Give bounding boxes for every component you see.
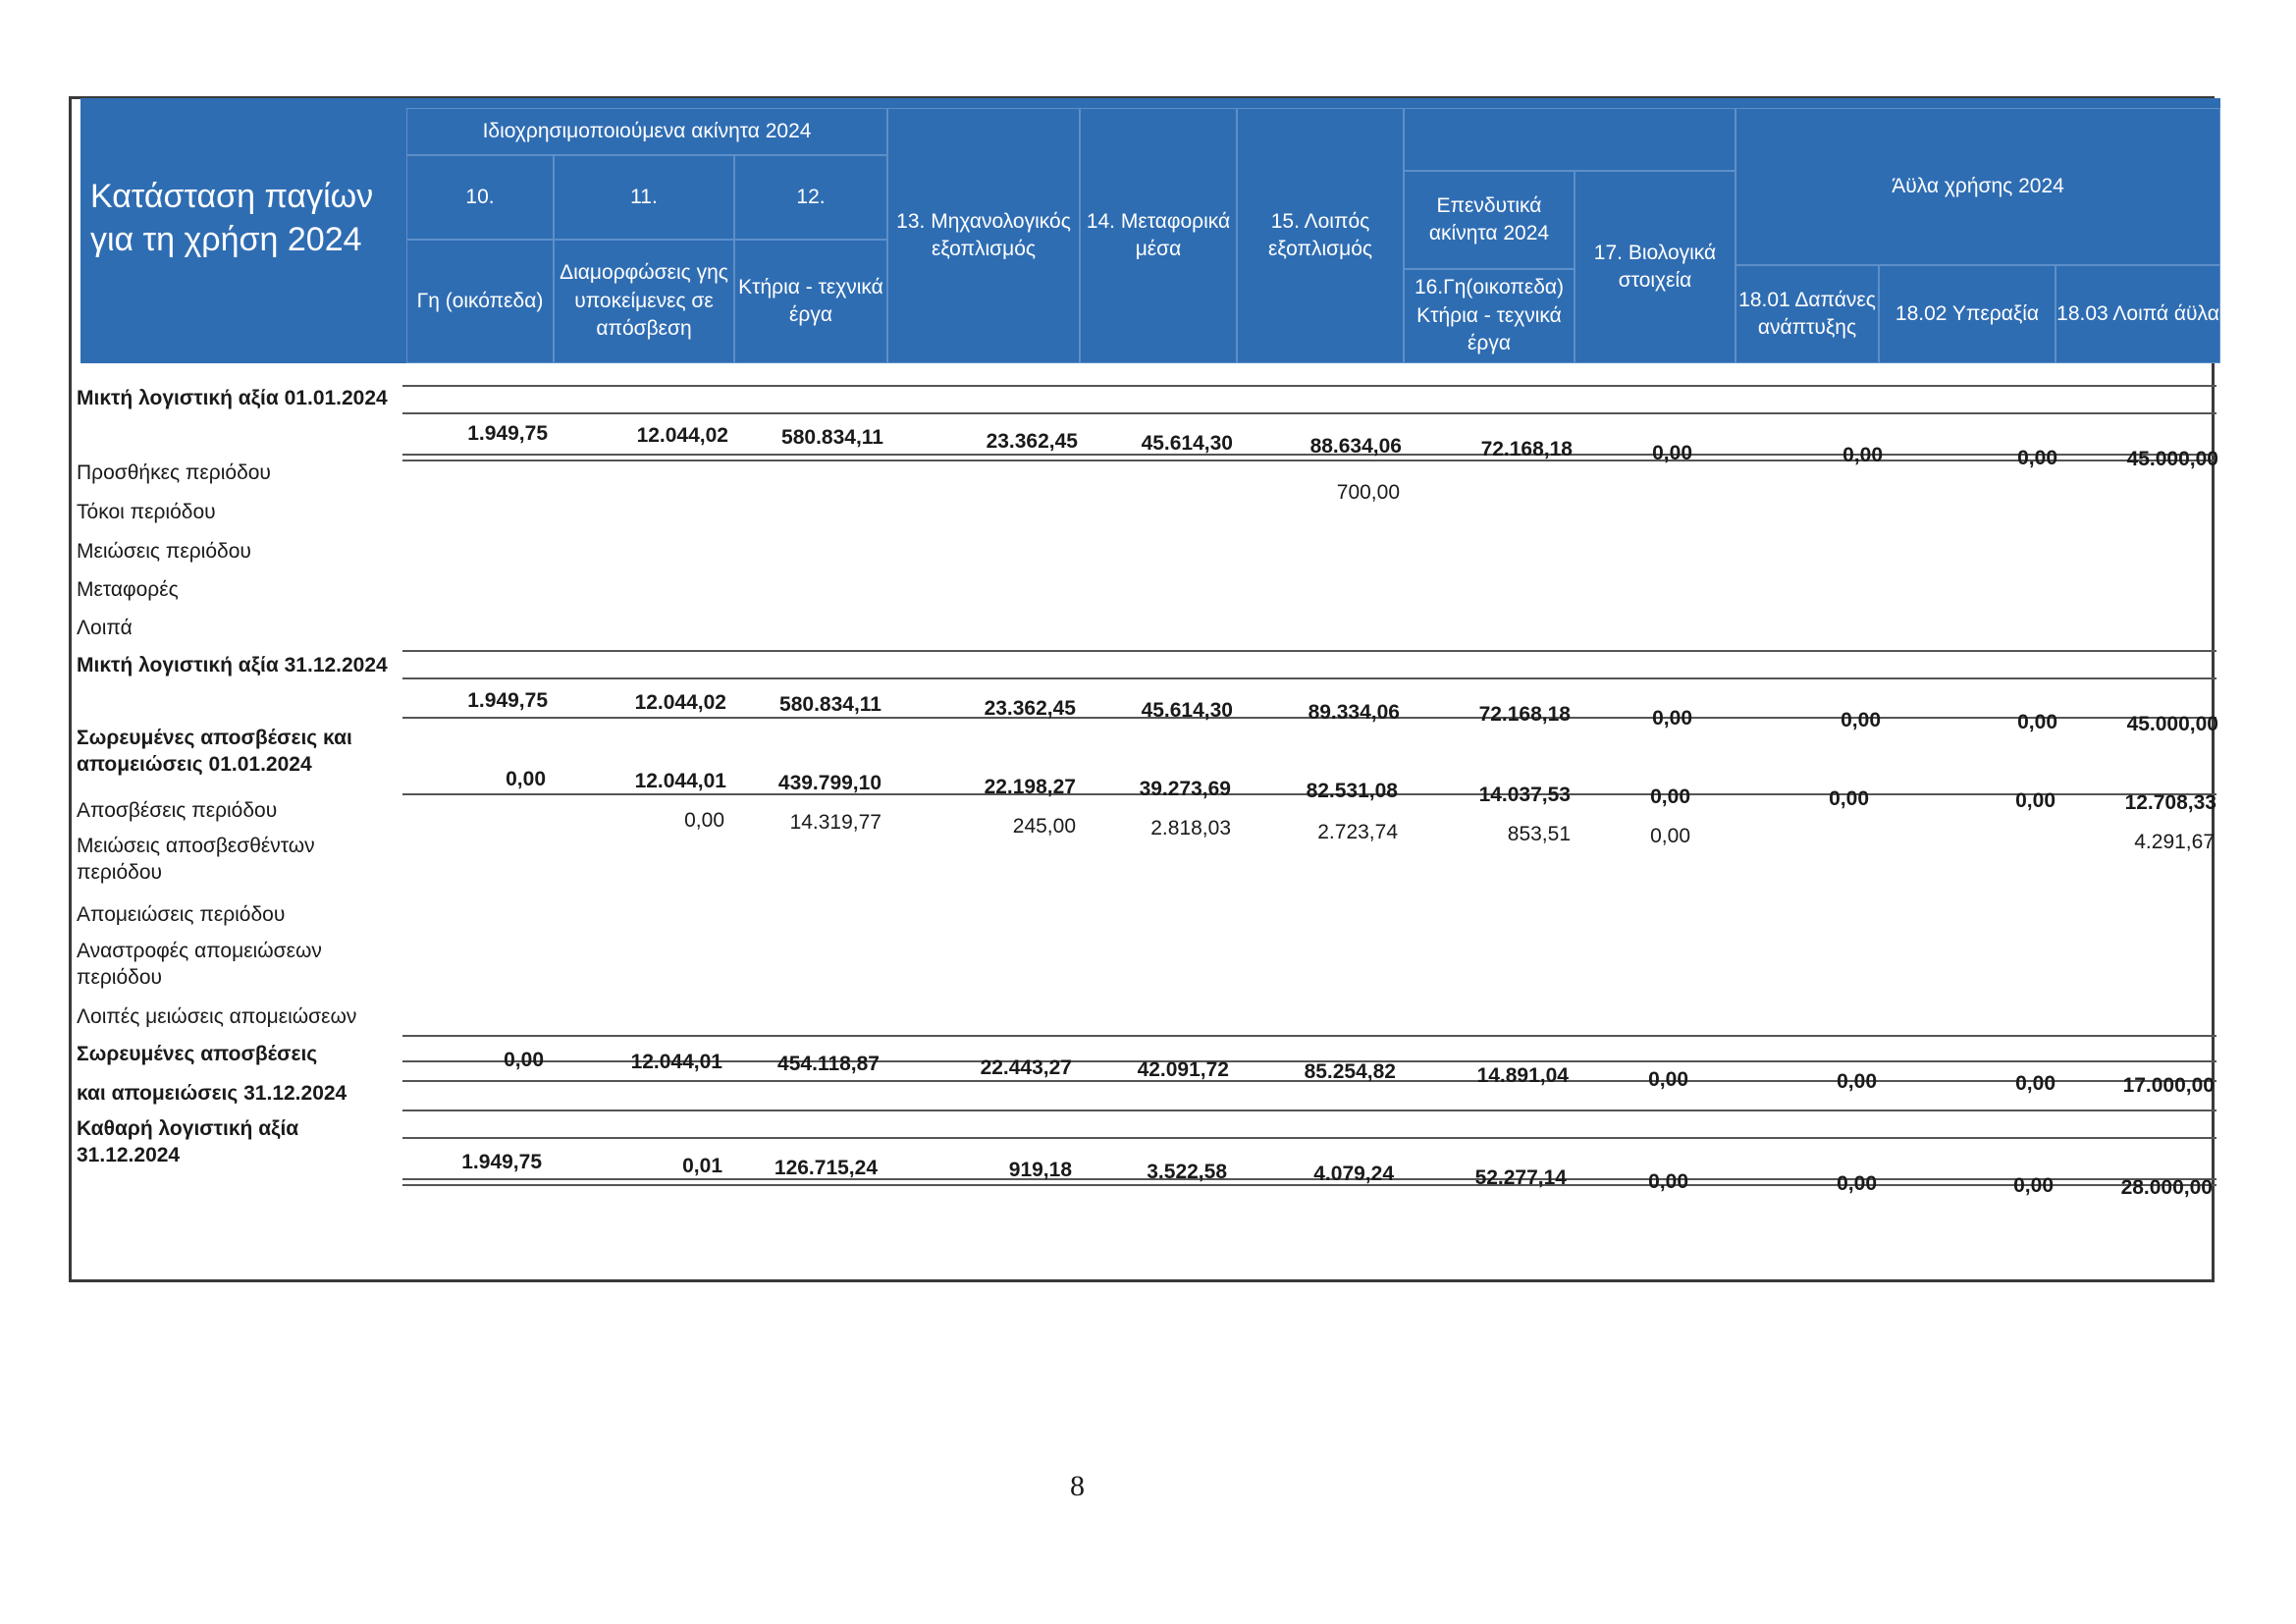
cell-accdep-open-17: 0,00	[1650, 785, 1690, 808]
cell-dep-period-13: 245,00	[1012, 815, 1076, 838]
col12-num: 12.	[734, 155, 887, 240]
row-label-net: Καθαρή λογιστική αξία 31.12.2024	[77, 1117, 299, 1167]
cell-accdep-open-16: 14.037,53	[1478, 784, 1571, 806]
cell-dep-period-1803: 4.291,67	[2134, 831, 2215, 853]
row-label-transfers: Μεταφορές	[77, 578, 179, 601]
row-label-dep-decrease: Μειώσεις αποσβεσθέντων περιόδου	[77, 835, 315, 885]
cell-gross-open-11: 12.044,02	[636, 424, 728, 447]
cell-net-1801: 0,00	[1837, 1172, 1877, 1195]
cell-gross-close-1802: 0,00	[2017, 711, 2057, 733]
row-label-other-impair: Λοιπές μειώσεις απομειώσεων	[77, 1005, 357, 1028]
cell-accdep-open-12: 439.799,10	[777, 772, 881, 794]
group-own-use: Ιδιοχρησιμοποιούμενα ακίνητα 2024	[406, 108, 887, 155]
cell-gross-open-13: 23.362,45	[986, 430, 1078, 453]
cell-net-12: 126.715,24	[774, 1157, 878, 1179]
cell-accdep-close-10: 0,00	[504, 1049, 544, 1071]
row-label-gross-close: Μικτή λογιστική αξία 31.12.2024	[77, 654, 388, 677]
cell-gross-close-1803: 45.000,00	[2126, 713, 2218, 735]
cell-accdep-close-14: 42.091,72	[1137, 1058, 1229, 1081]
col1803-header: 18.03 Λοιπά άϋλα	[2056, 265, 2220, 363]
row-label-accdep-close-2: και απομειώσεις 31.12.2024	[77, 1082, 347, 1105]
row-label-accdep-open: Σωρευμένες αποσβέσεις και απομειώσεις 01.01.2024	[77, 727, 352, 777]
col11-num: 11.	[554, 155, 734, 240]
cell-net-10: 1.949,75	[461, 1151, 542, 1173]
row-label-decreases: Μειώσεις περιόδου	[77, 540, 251, 563]
row-label-impair-reversal: Αναστροφές απομειώσεων περιόδου	[77, 940, 322, 990]
invest-group-spacer	[1404, 108, 1735, 171]
rule-net-top	[402, 1110, 2216, 1111]
cell-gross-open-10: 1.949,75	[467, 422, 548, 445]
cell-gross-open-1802: 0,00	[2017, 447, 2057, 469]
cell-net-13: 919,18	[1008, 1159, 1072, 1181]
cell-accdep-open-15: 82.531,08	[1306, 780, 1398, 802]
row-label-interest: Τόκοι περιόδου	[77, 501, 216, 523]
cell-gross-open-17: 0,00	[1652, 442, 1692, 464]
cell-gross-close-13: 23.362,45	[984, 697, 1076, 720]
col13-header: 13. Μηχανολογικός εξοπλισμός	[887, 108, 1080, 363]
page-number-bottom: 8	[1070, 1470, 1085, 1502]
cell-dep-period-11: 0,00	[684, 809, 724, 832]
col12-name: Κτήρια - τεχνικά έργα	[734, 240, 887, 363]
cell-accdep-open-11: 12.044,01	[634, 770, 726, 792]
group-invest: Επενδυτικά ακίνητα 2024	[1404, 171, 1575, 269]
col10-num: 10.	[406, 155, 554, 240]
cell-accdep-open-13: 22.198,27	[984, 776, 1076, 798]
row-label-other: Λοιπά	[77, 617, 133, 639]
cell-accdep-close-12: 454.118,87	[777, 1053, 880, 1075]
cell-net-15: 4.079,24	[1313, 1163, 1394, 1185]
col11-name: Διαμορφώσεις γης υποκείμενες σε απόσβεση	[554, 240, 734, 363]
cell-net-1803: 28.000,00	[2120, 1176, 2213, 1199]
cell-accdep-close-1802: 0,00	[2015, 1072, 2056, 1095]
cell-accdep-open-14: 39.273,69	[1139, 778, 1231, 800]
cell-accdep-open-1801: 0,00	[1829, 787, 1869, 810]
cell-net-16: 52.277,14	[1474, 1166, 1567, 1189]
rule-top	[402, 385, 2216, 387]
col16-header: 16.Γη(οικοπεδα) Κτήρια - τεχνικά έργα	[1404, 269, 1575, 363]
col17-header: 17. Βιολογικά στοιχεία	[1575, 171, 1735, 363]
row-label-additions: Προσθήκες περιόδου	[77, 461, 271, 484]
cell-accdep-close-11: 12.044,01	[630, 1051, 722, 1073]
cell-gross-close-16: 72.168,18	[1478, 703, 1571, 726]
cell-gross-close-17: 0,00	[1652, 707, 1692, 730]
rule-top-2	[402, 412, 2216, 414]
cell-gross-close-12: 580.834,11	[779, 693, 881, 716]
row-label-gross-open: Μικτή λογιστική αξία 01.01.2024	[77, 387, 388, 409]
table-header	[80, 98, 2220, 363]
cell-gross-open-1801: 0,00	[1842, 444, 1883, 466]
cell-dep-period-12: 14.319,77	[789, 811, 881, 834]
cell-accdep-close-15: 85.254,82	[1304, 1060, 1396, 1083]
cell-accdep-open-1803: 12.708,33	[2124, 791, 2216, 814]
cell-accdep-close-1801: 0,00	[1837, 1070, 1877, 1093]
cell-interest-15: 700,00	[1336, 481, 1400, 504]
cell-net-11: 0,01	[682, 1155, 722, 1177]
cell-accdep-close-13: 22.443,27	[980, 1056, 1072, 1079]
cell-accdep-close-1803: 17.000,00	[2122, 1074, 2215, 1097]
col15-header: 15. Λοιπός εξοπλισμός	[1237, 108, 1404, 363]
cell-gross-open-15: 88.634,06	[1309, 435, 1402, 458]
cell-gross-open-14: 45.614,30	[1141, 432, 1233, 455]
cell-net-17: 0,00	[1648, 1170, 1688, 1193]
col1802-header: 18.02 Υπεραξία	[1879, 265, 2056, 363]
cell-dep-period-15: 2.723,74	[1317, 821, 1398, 843]
cell-dep-period-14: 2.818,03	[1150, 817, 1231, 839]
row-label-impair: Απομειώσεις περιόδου	[77, 903, 286, 926]
cell-dep-period-17: 0,00	[1650, 825, 1690, 847]
cell-gross-open-1803: 45.000,00	[2126, 448, 2218, 470]
cell-gross-close-11: 12.044,02	[634, 691, 726, 714]
col1801-header: 18.01 Δαπάνες ανάπτυξης	[1735, 265, 1879, 363]
cell-accdep-open-10: 0,00	[506, 768, 546, 790]
rule-gross-close-top-2	[402, 677, 2216, 679]
row-label-dep-period: Αποσβέσεις περιόδου	[77, 799, 278, 822]
cell-accdep-close-16: 14.891,04	[1476, 1064, 1569, 1087]
cell-gross-close-10: 1.949,75	[467, 689, 548, 712]
cell-gross-close-1801: 0,00	[1841, 709, 1881, 731]
table-title: Κατάσταση παγίων για τη χρήση 2024	[90, 178, 374, 259]
group-intangible: Άϋλα χρήσης 2024	[1735, 108, 2220, 265]
cell-net-1802: 0,00	[2013, 1174, 2054, 1197]
cell-gross-close-14: 45.614,30	[1141, 699, 1233, 722]
cell-accdep-open-1802: 0,00	[2015, 789, 2056, 812]
rule-net-top-2	[402, 1137, 2216, 1139]
cell-dep-period-16: 853,51	[1507, 823, 1571, 845]
col10-name: Γη (οικόπεδα)	[406, 240, 554, 363]
cell-accdep-close-17: 0,00	[1648, 1068, 1688, 1091]
cell-gross-open-16: 72.168,18	[1480, 438, 1573, 460]
cell-gross-open-12: 580.834,11	[781, 426, 883, 449]
cell-gross-close-15: 89.334,06	[1308, 701, 1400, 724]
row-label-accdep-close-1: Σωρευμένες αποσβέσεις	[77, 1043, 318, 1065]
cell-net-14: 3.522,58	[1147, 1161, 1227, 1183]
col14-header: 14. Μεταφορικά μέσα	[1080, 108, 1237, 363]
rule-gross-close-top	[402, 650, 2216, 652]
rule-accdep-close-top	[402, 1035, 2216, 1037]
